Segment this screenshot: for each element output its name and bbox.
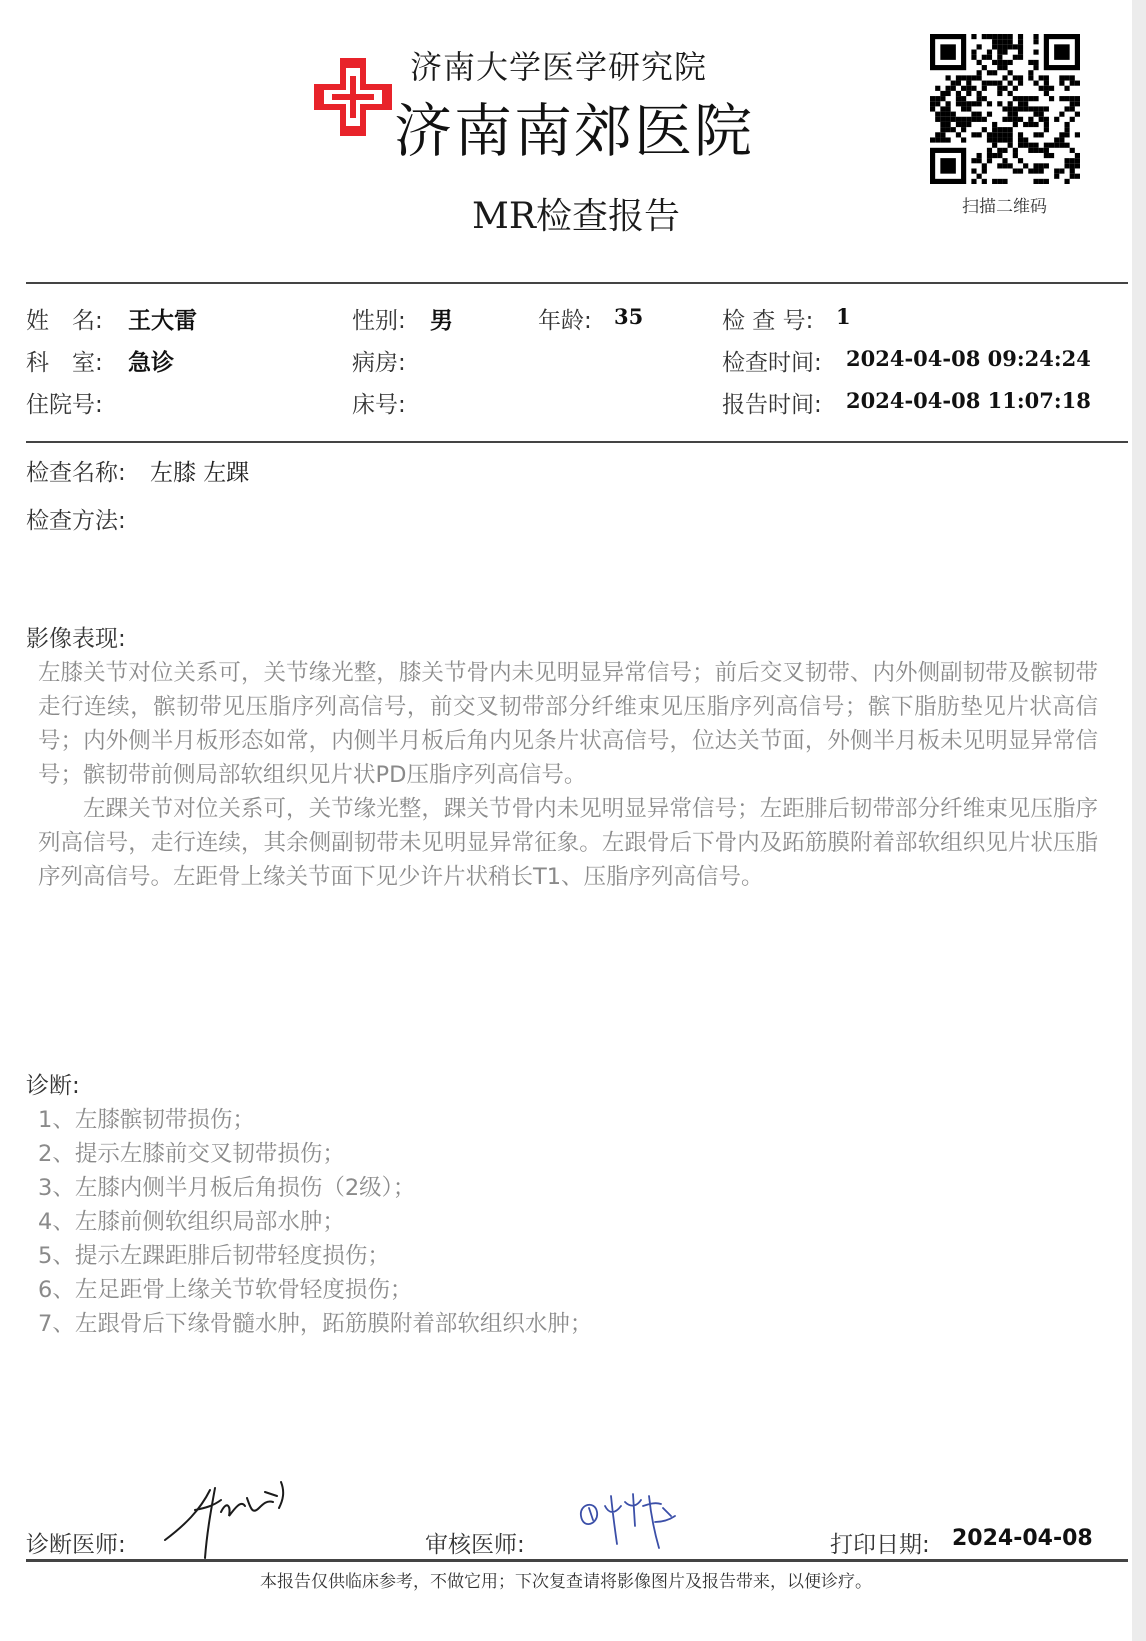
report-time-label: 报告时间: xyxy=(722,392,822,418)
findings-knee-paragraph: 左膝关节对位关系可，关节缘光整，膝关节骨内未见明显异常信号；前后交叉韧带、内外侧副韧带及髌韧带走行连续，髌韧带见压脂序列高信号，前交叉韧带部分纤维束见压脂序列高信号；髌下脂肪垫见片状高信号；内外侧半月板形态如常，内侧半月板后角内见条片状高信号，位达关节面，外侧半月板未见明显异常信号；髌韧带前侧局部软组织见片状PD压脂序列高信号。 xyxy=(38,660,1098,788)
report-title: MR检查报告 xyxy=(472,196,680,237)
age-label: 年龄: xyxy=(538,308,592,334)
diagnosis-item: 6、左足距骨上缘关节软骨轻度损伤； xyxy=(38,1277,413,1303)
diagnosis-item: 7、左跟骨后下缘骨髓水肿，跖筋膜附着部软组织水肿； xyxy=(38,1311,593,1337)
ward-label: 病房: xyxy=(352,350,406,376)
bed-label: 床号: xyxy=(352,392,406,418)
patient-name: 王大雷 xyxy=(128,308,197,334)
exam-no-label: 检 查 号: xyxy=(722,308,814,334)
findings-text xyxy=(38,656,1098,894)
qr-caption: 扫描二维码 xyxy=(962,197,1047,217)
findings-label: 影像表现: xyxy=(26,626,126,652)
hospital-name: 济南南郊医院 xyxy=(394,97,755,165)
patient-age: 35 xyxy=(614,304,644,329)
exam-no: 1 xyxy=(836,304,851,329)
diagnosis-label: 诊断: xyxy=(26,1073,80,1099)
exam-time: 2024-04-08 09:24:24 xyxy=(846,346,1091,371)
header-divider xyxy=(26,282,1128,284)
name-label: 姓 名: xyxy=(26,308,103,334)
footer-note: 本报告仅供临床参考，不做它用；下次复查请将影像图片及报告带来，以便诊疗。 xyxy=(260,1572,872,1592)
reviewing-doctor-signature xyxy=(575,1486,685,1556)
hospital-cross-logo-icon xyxy=(310,54,396,140)
report-time: 2024-04-08 11:07:18 xyxy=(846,388,1091,413)
institution-name: 济南大学医学研究院 xyxy=(410,48,708,86)
dept-label: 科 室: xyxy=(26,350,103,376)
reviewing-doctor-label: 审核医师: xyxy=(425,1532,525,1558)
print-date: 2024-04-08 xyxy=(952,1526,1093,1551)
page-edge xyxy=(1132,0,1146,1641)
exam-name: 左膝 左踝 xyxy=(150,460,250,486)
diagnosis-item: 5、提示左踝距腓后韧带轻度损伤； xyxy=(38,1243,390,1269)
print-date-label: 打印日期: xyxy=(830,1532,930,1558)
patient-gender: 男 xyxy=(430,308,453,334)
exam-name-label: 检查名称: xyxy=(26,460,126,486)
footer-divider xyxy=(26,1559,1128,1562)
exam-method-label: 检查方法: xyxy=(26,508,126,534)
qr-code-icon[interactable] xyxy=(930,34,1080,184)
diagnosis-item: 1、左膝髌韧带损伤； xyxy=(38,1107,255,1133)
diagnosis-item: 2、提示左膝前交叉韧带损伤； xyxy=(38,1141,345,1167)
gender-label: 性别: xyxy=(352,308,406,334)
diagnosis-item: 4、左膝前侧软组织局部水肿； xyxy=(38,1209,345,1235)
findings-ankle-paragraph: 左踝关节对位关系可，关节缘光整，踝关节骨内未见明显异常信号；左距腓后韧带部分纤维束见压脂序列高信号，走行连续，其余侧副韧带未见明显异常征象。左跟骨后下骨内及跖筋膜附着部软组织见片状压脂序列高信号。左距骨上缘关节面下见少许片状稍长T1、压脂序列高信号。 xyxy=(38,796,1098,890)
exam-time-label: 检查时间: xyxy=(722,350,822,376)
diagnosing-doctor-signature xyxy=(155,1470,305,1560)
diagnosis-item: 3、左膝内侧半月板后角损伤（2级）； xyxy=(38,1175,416,1201)
diagnosing-doctor-label: 诊断医师: xyxy=(26,1532,126,1558)
info-divider xyxy=(26,441,1128,443)
inpatient-no-label: 住院号: xyxy=(26,392,103,418)
patient-dept: 急诊 xyxy=(128,350,174,376)
diagnosis-list xyxy=(38,1103,592,1341)
